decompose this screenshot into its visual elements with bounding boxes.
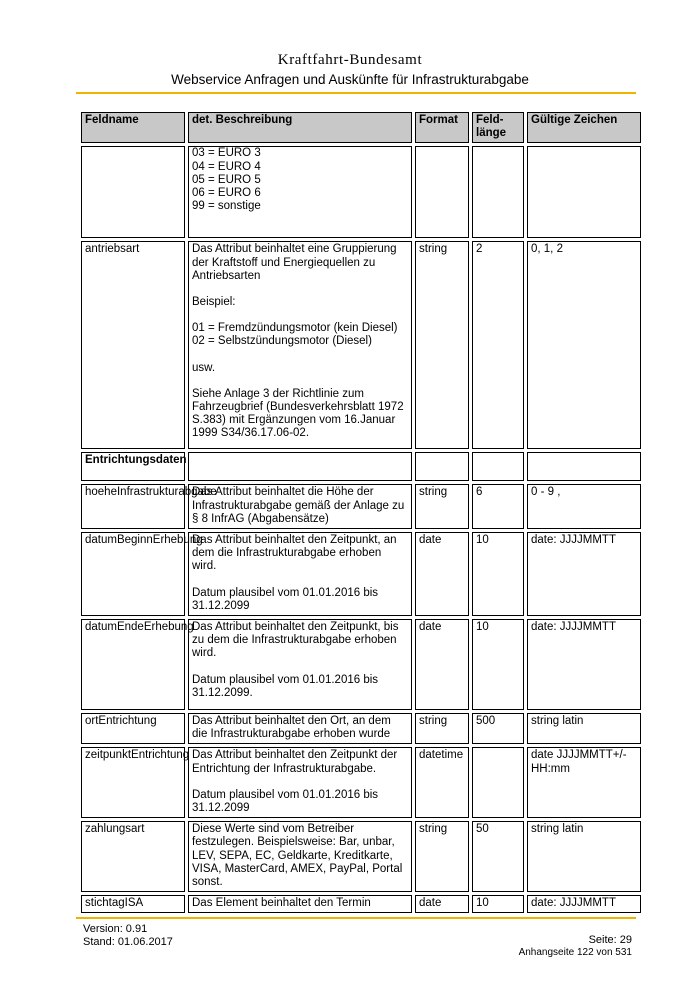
cell-zeichen: date: JJJJMMTT [527,619,641,710]
cell-feldname [81,146,185,238]
cell-format [415,452,469,481]
cell-beschreibung: Das Attribut beinhaltet die Höhe der Infrastrukturabgabe gemäß der Anlage zu § 8 InfrAG (Abgabensätze) [188,484,412,529]
header-organization: Kraftfahrt-Bundesamt [277,52,423,68]
cell-laenge [472,146,524,238]
column-header-feldlaenge: Feld- länge [472,112,524,143]
cell-zeichen [527,146,641,238]
desc-text: Datum plausibel vom 01.01.2016 bis 31.12.2099 [192,586,379,612]
cell-format: datetime [415,747,469,818]
table-row [81,895,641,913]
table-section-row [81,452,641,481]
table-row [81,532,641,616]
cell-format: string [415,484,469,529]
cell-beschreibung [188,146,412,238]
desc-text: Datum plausibel vom 01.01.2016 bis 31.12.2099 [192,788,379,815]
cell-zeichen: date: JJJJMMTT [527,532,641,616]
desc-text: Das Attribut beinhaltet den Zeitpunkt der Entrichtung der Infrastrukturabgabe. [192,749,398,775]
cell-zeichen: string latin [527,821,641,892]
cell-feldname: datumBeginnErhebung [81,532,185,616]
cell-laenge: 10 [472,895,524,913]
cell-feldname: datumEndeErhebung [81,619,185,710]
desc-text: Siehe Anlage 3 der Richtlinie zum Fahrzeugbrief (Bundesverkehrsblatt 1972 S.383) mit Ergänzungen vom 16.Januar 1999 S34/36.17.06-02. [192,387,404,440]
header-document-title: Webservice Anfragen und Auskünfte für Infrastrukturabgabe [171,72,529,87]
value-line: 02 = Selbstzündungsmotor (Diesel) [192,335,372,348]
cell-feldname: hoeheInfrastrukturabgabe [81,484,185,529]
desc-text: Das Attribut beinhaltet den Zeitpunkt, an dem die Infrastrukturabgabe erhoben wird. [192,534,397,573]
cell-feldname: stichtagISA [81,895,185,913]
cell-beschreibung: Das Attribut beinhaltet den Ort, an dem die Infrastrukturabgabe erhoben wurde [188,713,412,744]
cell-format: string [415,713,469,744]
cell-laenge: 2 [472,241,524,449]
header-rule [76,92,636,94]
cell-beschreibung [188,532,412,616]
cell-format: date [415,895,469,913]
cell-feldname: zahlungsart [81,821,185,892]
cell-beschreibung [188,747,412,818]
cell-zeichen [527,452,641,481]
cell-laenge: 500 [472,713,524,744]
cell-laenge: 10 [472,532,524,616]
column-header-format: Format [415,112,469,143]
value-line: 01 = Fremdzündungsmotor (kein Diesel) [192,322,398,335]
value-line: 99 = sonstige [192,200,261,213]
cell-laenge: 10 [472,619,524,710]
footer-version-block [83,923,173,949]
cell-beschreibung: Das Element beinhaltet den Termin [188,895,412,913]
desc-text: usw. [192,361,216,374]
table-row [81,241,641,449]
cell-zeichen: string latin [527,713,641,744]
table-row [81,484,641,529]
cell-format: string [415,821,469,892]
table-row [81,146,641,238]
cell-format: date [415,532,469,616]
cell-laenge [472,452,524,481]
cell-laenge: 50 [472,821,524,892]
footer-rule [76,917,636,919]
table-row [81,821,641,892]
table-row [81,713,641,744]
cell-format: string [415,241,469,449]
column-header-feldname: Feldname [81,112,185,143]
table-header-row [81,112,641,143]
value-line: 03 = EURO 3 [192,147,261,160]
cell-zeichen: date: JJJJMMTT [527,895,641,913]
table-row [81,747,641,818]
value-line: 04 = EURO 4 [192,160,261,173]
footer-stand: Stand: 01.06.2017 [83,936,173,948]
cell-zeichen: 0 - 9 , [527,484,641,529]
footer-page-number: Seite: 29 [588,934,632,946]
value-line: 05 = EURO 5 [192,173,261,186]
cell-beschreibung [188,241,412,449]
field-spec-table [78,109,644,916]
cell-zeichen: 0, 1, 2 [527,241,641,449]
desc-text: Datum plausibel vom 01.01.2016 bis 31.12.2099. [192,673,379,699]
cell-beschreibung [188,619,412,710]
cell-format: date [415,619,469,710]
table-row [81,619,641,710]
cell-laenge: 6 [472,484,524,529]
cell-zeichen: date JJJJMMTT+/-HH:mm [527,747,641,818]
cell-beschreibung [188,452,412,481]
value-line: 06 = EURO 6 [192,187,261,200]
footer-appendix-page: Anhangseite 122 von 531 [518,947,632,958]
cell-laenge [472,747,524,818]
cell-format [415,146,469,238]
cell-beschreibung: Diese Werte sind vom Betreiber festzulegen. Beispielsweise: Bar, unbar, LEV, SEPA, EC, Geldkarte, Kreditkarte, VISA, MasterCard, AMEX, PayPal, Portal sonst. [188,821,412,892]
column-header-beschreibung: det. Beschreibung [188,112,412,143]
cell-feldname: antriebsart [81,241,185,449]
cell-section-title: Entrichtungsdaten [81,452,185,481]
desc-text: Das Attribut beinhaltet eine Gruppierung der Kraftstoff und Energiequellen zu Antriebsarten [192,243,397,282]
cell-feldname: zeitpunktEntrichtung [81,747,185,818]
cell-feldname: ortEntrichtung [81,713,185,744]
footer-version: Version: 0.91 [83,923,148,935]
desc-text: Das Attribut beinhaltet den Zeitpunkt, bis zu dem die Infrastrukturabgabe erhoben wird. [192,621,399,660]
desc-text: Beispiel: [192,296,236,309]
column-header-zeichen: Gültige Zeichen [527,112,641,143]
